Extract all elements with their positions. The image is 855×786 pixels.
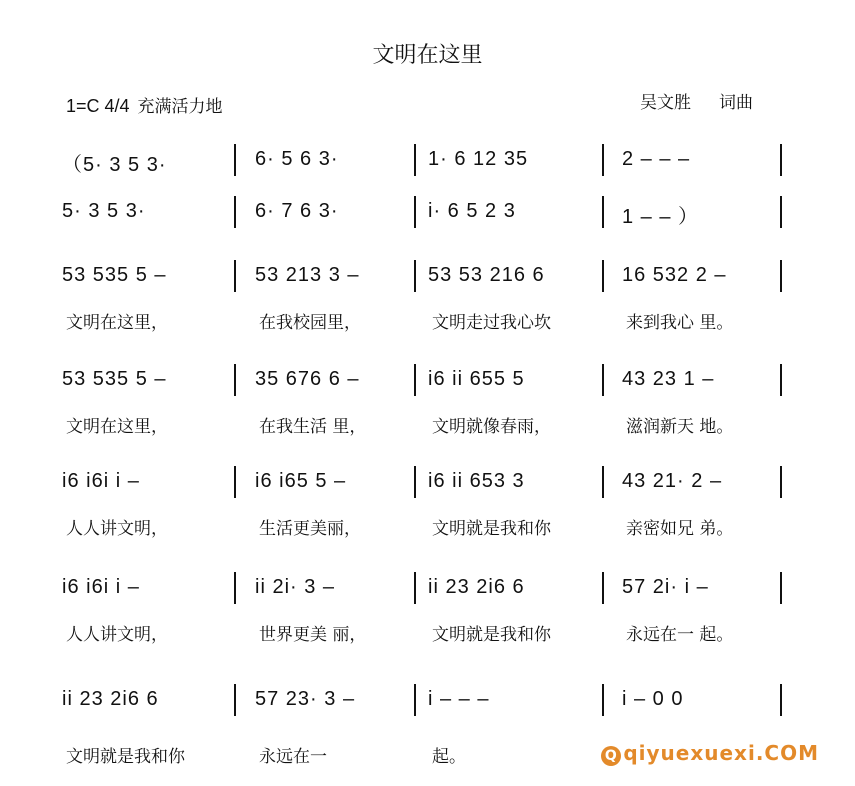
- bar-line: [414, 260, 416, 292]
- bar-line: [602, 260, 604, 292]
- bar-line: [234, 196, 236, 228]
- measure: 53 213 3 –: [255, 264, 360, 286]
- measure: i6 i6i i –: [62, 576, 140, 598]
- lyric: 文明在这里，: [66, 417, 168, 437]
- bar-line: [414, 572, 416, 604]
- measure: 2 – – –: [622, 148, 691, 170]
- bar-line: [602, 196, 604, 228]
- lyric: 在我生活 里，: [259, 417, 367, 437]
- measure: 57 2i· i –: [622, 576, 709, 598]
- bar-line: [234, 364, 236, 396]
- lyric: 人人讲文明，: [66, 519, 168, 539]
- lyric: 文明就像春雨，: [432, 417, 551, 437]
- bar-line: [780, 260, 782, 292]
- lyric-row: [0, 412, 855, 436]
- score-row: [0, 688, 855, 736]
- bar-line: [602, 466, 604, 498]
- bar-line: [414, 684, 416, 716]
- bar-line: [414, 196, 416, 228]
- measure: ii 23 2i6 6: [428, 576, 525, 598]
- measure: i6 i6i i –: [62, 470, 140, 492]
- bar-line: [602, 684, 604, 716]
- measure: i6 ii 655 5: [428, 368, 525, 390]
- author-name: 吴文胜: [640, 93, 691, 113]
- measure: i – 0 0: [622, 688, 684, 710]
- measure: 53 53 216 6: [428, 264, 545, 286]
- bar-line: [780, 572, 782, 604]
- bar-line: [780, 466, 782, 498]
- measure: i· 6 5 2 3: [428, 200, 516, 222]
- bar-line: [234, 260, 236, 292]
- bar-line: [414, 466, 416, 498]
- key-text: 1=C 4/4: [66, 96, 130, 116]
- measure: 5· 3 5 3·: [62, 200, 146, 222]
- lyric: 永远在一: [259, 747, 327, 767]
- measure: 53 535 5 –: [62, 264, 167, 286]
- measure: i6 ii 653 3: [428, 470, 525, 492]
- bar-line: [602, 144, 604, 176]
- lyric: 文明走过我心坎: [432, 313, 551, 333]
- measure: 43 23 1 –: [622, 368, 715, 390]
- lyric: 亲密如兄 弟。: [626, 519, 734, 539]
- lyric: 生活更美丽，: [259, 519, 361, 539]
- measure: 35 676 6 –: [255, 368, 360, 390]
- bar-line: [602, 364, 604, 396]
- measure: 1 – – ）: [622, 206, 700, 228]
- lyric-row: [0, 308, 855, 332]
- bar-line: [234, 144, 236, 176]
- bar-line: [780, 196, 782, 228]
- bar-line: [414, 144, 416, 176]
- author-credit: [640, 88, 753, 113]
- measure: 16 532 2 –: [622, 264, 727, 286]
- bar-line: [602, 572, 604, 604]
- author-role: 词曲: [719, 93, 753, 113]
- bar-line: [414, 364, 416, 396]
- lyric: 来到我心 里。: [626, 313, 734, 333]
- score-row: [0, 148, 855, 196]
- score-row: [0, 368, 855, 416]
- lyric: 文明在这里，: [66, 313, 168, 333]
- score-row: [0, 576, 855, 624]
- measure: ii 23 2i6 6: [62, 688, 159, 710]
- score-row: [0, 200, 855, 248]
- bar-line: [234, 466, 236, 498]
- measure: 1· 6 12 35: [428, 148, 529, 170]
- lyric: 永远在一 起。: [626, 625, 734, 645]
- lyric: 在我校园里，: [259, 313, 361, 333]
- bar-line: [780, 684, 782, 716]
- measure: 43 21· 2 –: [622, 470, 723, 492]
- measure: （5· 3 5 3·: [62, 154, 167, 176]
- measure: 6· 5 6 3·: [255, 148, 339, 170]
- lyric: 文明就是我和你: [432, 625, 551, 645]
- song-title: 文明在这里: [372, 43, 483, 68]
- lyric: 文明就是我和你: [432, 519, 551, 539]
- lyric: 文明就是我和你: [66, 747, 185, 767]
- measure: 6· 7 6 3·: [255, 200, 339, 222]
- measure: i – – –: [428, 688, 490, 710]
- lyric: 人人讲文明，: [66, 625, 168, 645]
- site-watermark: Q qiyuexuexi.COM: [601, 741, 819, 766]
- logo-icon: Q: [601, 746, 621, 766]
- measure: i6 i65 5 –: [255, 470, 347, 492]
- lyric-row: [0, 514, 855, 538]
- measure: 53 535 5 –: [62, 368, 167, 390]
- bar-line: [780, 364, 782, 396]
- measure: ii 2i· 3 –: [255, 576, 336, 598]
- tempo-marking: 充满活力地: [137, 97, 223, 117]
- key-signature: [66, 92, 223, 117]
- score-row: [0, 264, 855, 312]
- bar-line: [234, 572, 236, 604]
- bar-line: [234, 684, 236, 716]
- lyric: 世界更美 丽，: [259, 625, 367, 645]
- bar-line: [780, 144, 782, 176]
- lyric: 起。: [432, 747, 466, 767]
- measure: 57 23· 3 –: [255, 688, 356, 710]
- score-row: [0, 470, 855, 518]
- lyric-row: [0, 620, 855, 644]
- lyric: 滋润新天 地。: [626, 417, 734, 437]
